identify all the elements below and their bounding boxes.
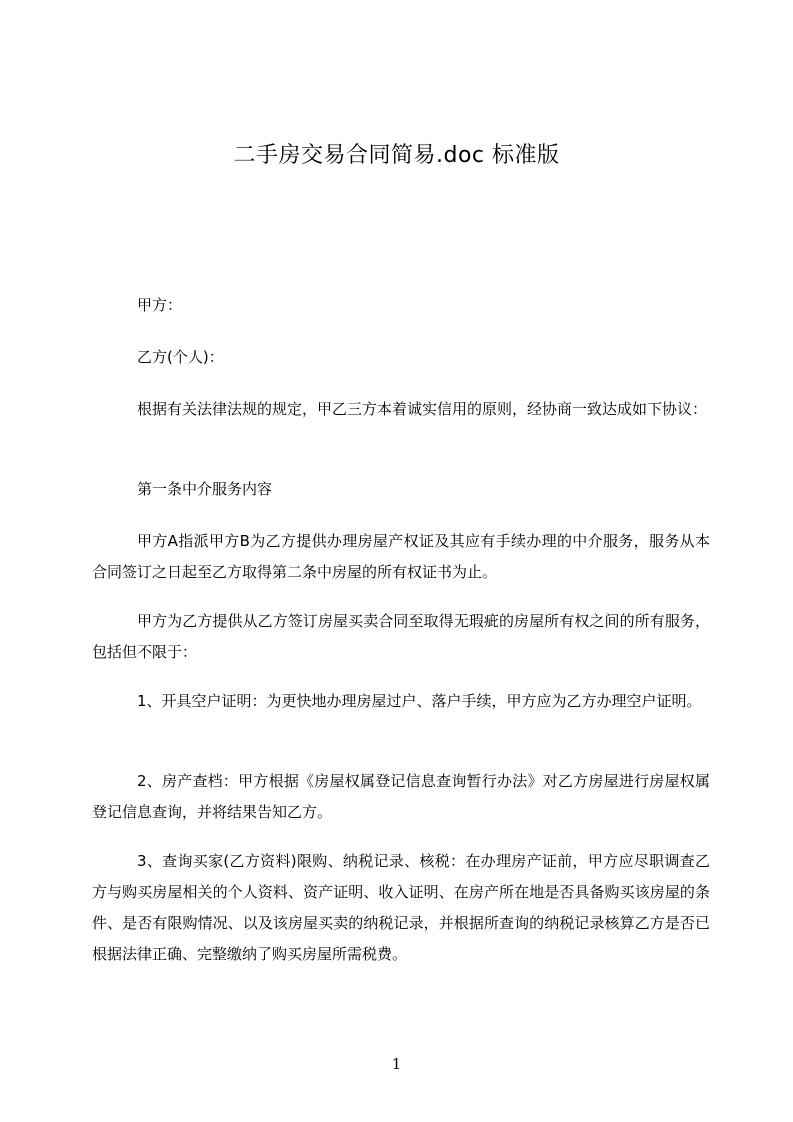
service-item-3: 3、查询买家(乙方资料)限购、纳税记录、核税：在办理房产证前，甲方应尽职调查乙方与购买房屋相关的个人资料、资产证明、收入证明、在房产所在地是否具备购买该房屋的条件、是否有限购情况、以及该房屋买卖的纳税记录，并根据所查询的纳税记录核算乙方是否已根据法律正确、完整缴纳了购买房屋所需税费。: [92, 852, 710, 963]
party-a-line: 甲方：: [137, 296, 183, 314]
services-paragraph: 甲方为乙方提供从乙方签订房屋买卖合同至取得无瑕疵的房屋所有权之间的所有服务，包括但不限于：: [92, 612, 710, 661]
document-title: 二手房交易合同简易.doc 标准版: [233, 143, 560, 168]
party-b-line: 乙方(个人)：: [137, 348, 224, 366]
service-item-1: 1、开具空户证明：为更快地办理房屋过户、落户手续，甲方应为乙方办理空户证明。: [137, 692, 702, 710]
article-1-paragraph: 甲方A指派甲方B为乙方提供办理房屋产权证及其应有手续办理的中介服务，服务从本合同签订之日起至乙方取得第二条中房屋的所有权证书为止。: [92, 532, 710, 581]
service-item-2: 2、房产查档：甲方根据《房屋权属登记信息查询暂行办法》对乙方房屋进行房屋权属登记信息查询，并将结果告知乙方。: [92, 772, 710, 821]
article-1-heading: 第一条中介服务内容: [137, 480, 273, 498]
page-number: 1: [391, 1055, 402, 1073]
preamble-paragraph: 根据有关法律法规的规定，甲乙三方本着诚实信用的原则，经协商一致达成如下协议：: [137, 400, 708, 418]
